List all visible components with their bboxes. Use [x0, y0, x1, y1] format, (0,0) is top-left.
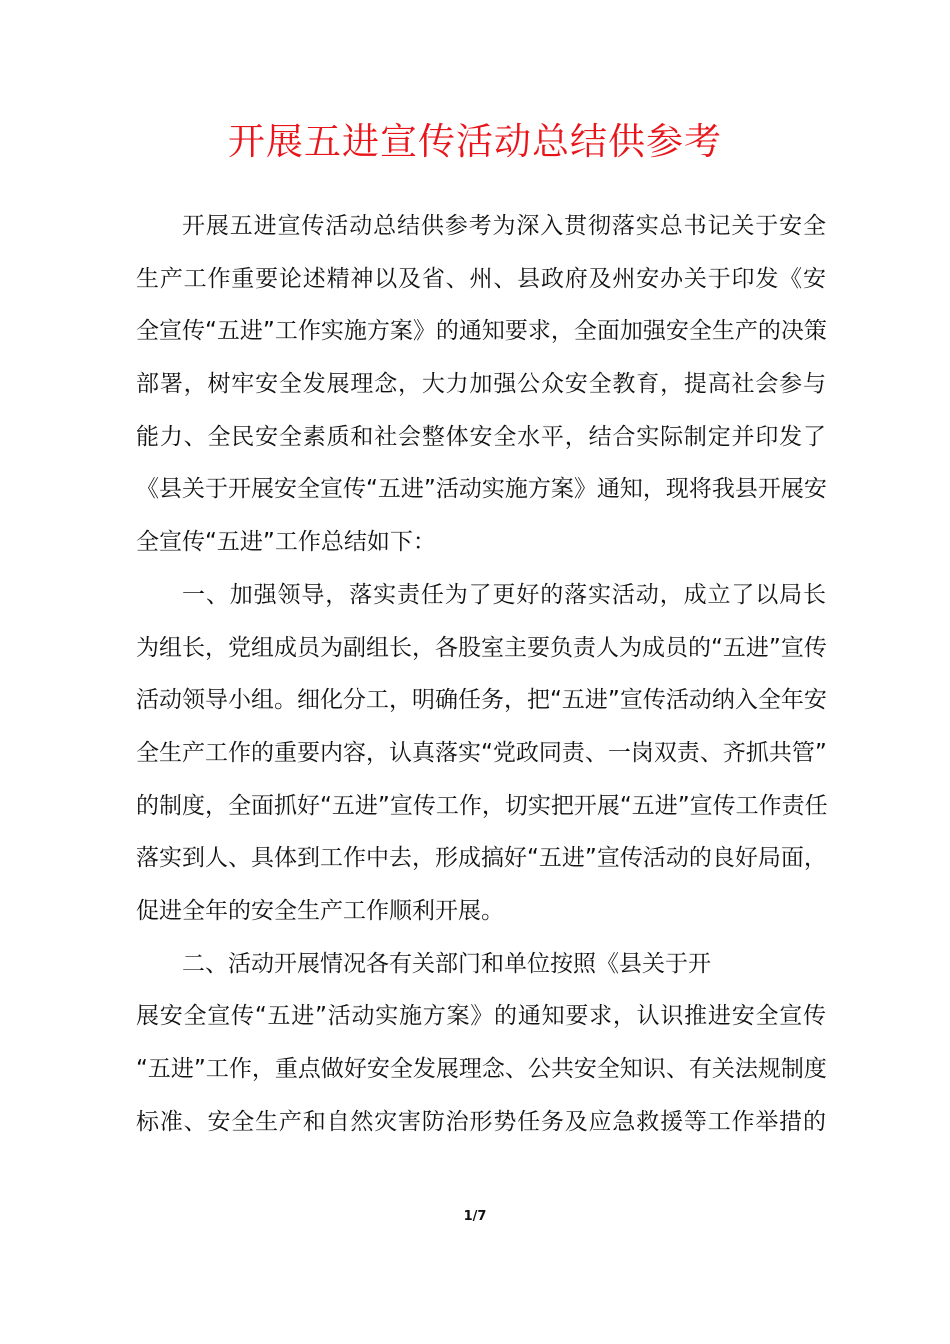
paragraph-1-line-1: 开展五进宣传活动总结供参考为深入贯彻落实总书记关于安全: [182, 213, 826, 239]
paragraph-2-line-2: 为组长，党组成员为副组长，各股室主要负责人为成员的“五进”宣传: [136, 634, 827, 661]
paragraph-1-line-6: 《县关于开展安全宣传“五进”活动实施方案》通知，现将我县开展安: [136, 476, 827, 503]
paragraph-3-line-3: “五进”工作，重点做好安全发展理念、公共安全知识、有关法规制度: [136, 1056, 827, 1082]
paragraph-3-line-2: 展安全宣传“五进”活动实施方案》的通知要求，认识推进安全宣传: [136, 1003, 826, 1030]
paragraph-3-line-4: 标准、安全生产和自然灾害防治形势任务及应急救援等工作举措的: [136, 1108, 826, 1135]
paragraph-2-line-1: 一、加强领导，落实责任为了更好的落实活动，成立了以局长: [182, 581, 826, 608]
paragraph-2-line-5: 的制度，全面抓好“五进”宣传工作，切实把开展“五进”宣传工作责任: [136, 792, 828, 819]
paragraph-1-line-2: 生产工作重要论述精神以及省、州、县政府及州安办关于印发《安: [136, 265, 826, 292]
document-title: 开展五进宣传活动总结供参考: [228, 120, 722, 163]
paragraph-1-line-5: 能力、全民安全素质和社会整体安全水平，结合实际制定并印发了: [136, 423, 826, 450]
document-body: [136, 200, 826, 1148]
paragraph-2-line-6: 落实到人、具体到工作中去，形成搞好“五进”宣传活动的良好局面，: [136, 845, 827, 872]
paragraph-2-line-3: 活动领导小组。细化分工，明确任务，把“五进”宣传活动纳入全年安: [136, 687, 827, 714]
paragraph-3-line-1: 二、活动开展情况各有关部门和单位按照《县关于开: [182, 950, 711, 977]
paragraph-1-line-3: 全宣传“五进”工作实施方案》的通知要求，全面加强安全生产的决策: [136, 318, 827, 345]
page-number: 1/7: [463, 1209, 487, 1224]
paragraph-1-line-7: 全宣传“五进”工作总结如下：: [136, 529, 436, 556]
paragraph-2-line-7: 促进全年的安全生产工作顺利开展。: [136, 897, 504, 924]
paragraph-2-line-4: 全生产工作的重要内容，认真落实“党政同责、一岗双责、齐抓共管”: [136, 739, 827, 766]
paragraph-1-line-4: 部署，树牢安全发展理念，大力加强公众安全教育，提高社会参与: [136, 371, 826, 398]
